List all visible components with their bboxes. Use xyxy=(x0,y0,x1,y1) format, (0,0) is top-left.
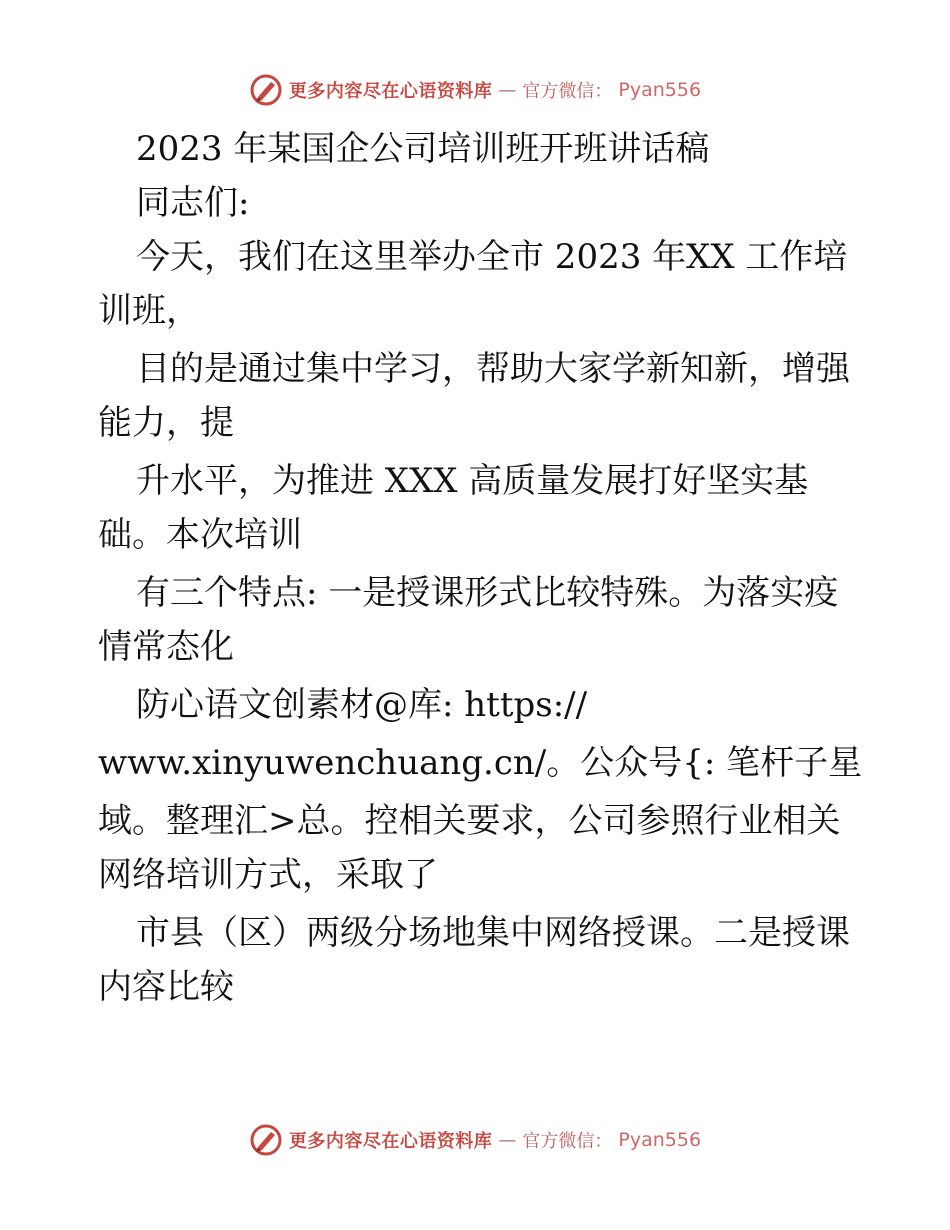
paragraph-line: 情常态化 xyxy=(98,627,234,667)
banner-wechat-id: Pyan556 xyxy=(618,79,702,101)
banner-wechat-label: 官方微信： xyxy=(522,1131,613,1152)
pen-logo-icon xyxy=(249,1123,283,1157)
paragraph-line: 升水平，为推进 XXX 高质量发展打好坚实基 xyxy=(136,461,809,501)
paragraph-line: 础。本次培训 xyxy=(98,515,302,555)
pen-logo-icon xyxy=(249,73,283,107)
paragraph-line: 防心语文创素材@库: https:// xyxy=(136,685,588,725)
header-banner xyxy=(0,70,950,110)
paragraph-line: 有三个特点: 一是授课形式比较特殊。为落实疫 xyxy=(136,573,839,613)
banner-title: 更多内容尽在心语资料库 xyxy=(288,1131,493,1152)
paragraph-line: 今天，我们在这里举办全市 2023 年XX 工作培 xyxy=(136,237,848,277)
banner-separator: — xyxy=(498,1129,517,1151)
banner-title: 更多内容尽在心语资料库 xyxy=(288,81,493,102)
footer-banner xyxy=(0,1120,950,1160)
salutation: 同志们: xyxy=(136,183,250,223)
document-body xyxy=(98,122,863,1014)
paragraph-line: 内容比较 xyxy=(98,967,234,1007)
paragraph-line: 域。整理汇>总。控相关要求，公司参照行业相关 xyxy=(98,801,841,841)
banner-separator: — xyxy=(498,79,517,101)
banner-wechat-id: Pyan556 xyxy=(618,1129,702,1151)
paragraph-line: 能力，提 xyxy=(98,403,234,443)
document-title: 2023 年某国企公司培训班开班讲话稿 xyxy=(136,129,710,169)
paragraph-line: 网络培训方式，采取了 xyxy=(98,855,438,895)
paragraph-line: www.xinyuwenchuang.cn/。公众号{: 笔杆子星 xyxy=(98,743,863,783)
paragraph-line: 目的是通过集中学习，帮助大家学新知新，增强 xyxy=(136,349,850,389)
paragraph-line: 训班， xyxy=(98,291,200,331)
banner-wechat-label: 官方微信： xyxy=(522,81,613,102)
paragraph-line: 市县（区）两级分场地集中网络授课。二是授课 xyxy=(136,913,850,953)
